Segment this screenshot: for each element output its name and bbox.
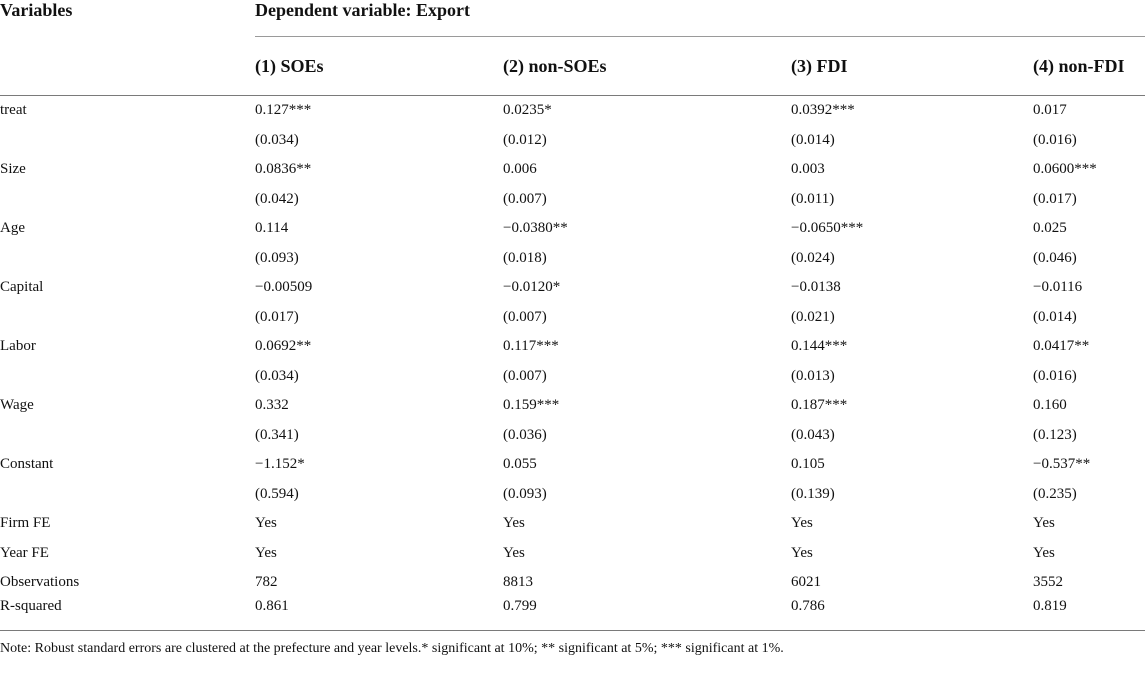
- table-cell: Yes: [503, 515, 525, 532]
- table-row: [0, 244, 1145, 274]
- table-cell: (0.007): [503, 308, 547, 325]
- table-cell: (0.042): [255, 190, 299, 207]
- table-cell: (0.093): [255, 249, 299, 266]
- table-cell: 0.0392***: [791, 102, 855, 119]
- table-cell: 0.025: [1033, 220, 1067, 237]
- table-cell: (0.014): [1033, 308, 1077, 325]
- table-cell: (0.007): [503, 367, 547, 384]
- table-cell: 0.003: [791, 161, 825, 178]
- table-body: [0, 96, 1145, 630]
- table-cell: 782: [255, 574, 278, 591]
- table-cell: (0.034): [255, 367, 299, 384]
- table-cell: 0.786: [791, 598, 1033, 631]
- table-row: [0, 362, 1145, 392]
- table-cell: −0.0120*: [503, 279, 561, 296]
- table-cell: 0.0600***: [1033, 161, 1097, 178]
- table-row: [0, 568, 1145, 598]
- table-cell: (0.018): [503, 249, 547, 266]
- row-label: [0, 421, 255, 451]
- table-row: [0, 273, 1145, 303]
- table-cell: (0.007): [503, 190, 547, 207]
- table-cell: −1.152*: [255, 456, 305, 473]
- column-header-fdi: (3) FDI: [791, 55, 848, 76]
- table-cell: 0.144***: [791, 338, 848, 355]
- empty-header-cell: [0, 37, 255, 96]
- table-cell: 0.799: [503, 598, 791, 631]
- table-cell: 0.0417**: [1033, 338, 1090, 355]
- table-row: [0, 96, 1145, 126]
- table-cell: 0.117***: [503, 338, 559, 355]
- table-cell: 0.006: [503, 161, 537, 178]
- table-cell: Yes: [1033, 544, 1055, 561]
- table-cell: (0.594): [255, 485, 299, 502]
- table-row: [0, 155, 1145, 185]
- table-cell: (0.017): [1033, 190, 1077, 207]
- table-cell: (0.341): [255, 426, 299, 443]
- table-cell: −0.0380**: [503, 220, 568, 237]
- table-row: [0, 126, 1145, 156]
- table-cell: 0.127***: [255, 102, 312, 119]
- table-cell: Yes: [1033, 515, 1055, 532]
- table-cell: 0.0692**: [255, 338, 312, 355]
- table-cell: 0.114: [255, 220, 289, 237]
- table-note: Note: Robust standard errors are clustered at the prefecture and year levels.* significant at 10%; ** significant at 5%; *** significant at 1%.: [0, 640, 784, 656]
- table-row: [0, 303, 1145, 333]
- row-label: treat: [0, 102, 27, 119]
- row-label: [0, 362, 255, 392]
- table-cell: 0.819: [1033, 598, 1145, 631]
- row-label: Size: [0, 161, 26, 178]
- table-row: [0, 598, 1145, 631]
- row-label: Capital: [0, 279, 44, 296]
- table-cell: 0.861: [255, 598, 503, 631]
- column-header-soes: (1) SOEs: [255, 55, 324, 76]
- table-cell: 6021: [791, 574, 821, 591]
- row-label: [0, 126, 255, 156]
- table-row: [0, 480, 1145, 510]
- table-cell: (0.014): [791, 131, 835, 148]
- table-cell: −0.0650***: [791, 220, 864, 237]
- row-label: [0, 244, 255, 274]
- table-row: [0, 450, 1145, 480]
- row-label: Observations: [0, 574, 80, 591]
- row-label: Firm FE: [0, 515, 51, 532]
- table-cell: (0.024): [791, 249, 835, 266]
- table-cell: −0.0138: [791, 279, 841, 296]
- table-cell: (0.013): [791, 367, 835, 384]
- table-row: [0, 332, 1145, 362]
- table-cell: (0.011): [791, 190, 835, 207]
- table-cell: 0.187***: [791, 397, 848, 414]
- table-cell: (0.016): [1033, 131, 1077, 148]
- table-cell: Yes: [255, 544, 277, 561]
- column-header-non-fdi: (4) non-FDI: [1033, 55, 1125, 76]
- table-cell: (0.021): [791, 308, 835, 325]
- table-cell: −0.537**: [1033, 456, 1091, 473]
- dependent-variable-header: Dependent variable: Export: [255, 0, 1145, 37]
- table-cell: 0.0836**: [255, 161, 312, 178]
- table-cell: (0.016): [1033, 367, 1077, 384]
- table-row: [0, 421, 1145, 451]
- table-cell: −0.00509: [255, 279, 313, 296]
- table-cell: 3552: [1033, 574, 1063, 591]
- table-cell: 0.160: [1033, 397, 1067, 414]
- row-label: Age: [0, 220, 25, 237]
- variables-header: Variables: [0, 0, 73, 20]
- table-cell: (0.139): [791, 485, 835, 502]
- table-row: [0, 391, 1145, 421]
- table-cell: (0.036): [503, 426, 547, 443]
- column-header-non-soes: (2) non-SOEs: [503, 55, 607, 76]
- table-header-row-2: [0, 37, 1145, 96]
- table-cell: 0.055: [503, 456, 537, 473]
- table-row: [0, 509, 1145, 539]
- table-cell: Yes: [503, 544, 525, 561]
- row-label: Year FE: [0, 544, 49, 561]
- row-label: Wage: [0, 397, 34, 414]
- table-cell: (0.235): [1033, 485, 1077, 502]
- table-cell: 0.0235*: [503, 102, 552, 119]
- row-label: R-squared: [0, 598, 255, 631]
- table-cell: 0.017: [1033, 102, 1067, 119]
- table-cell: 0.105: [791, 456, 825, 473]
- row-label: [0, 185, 255, 215]
- table-cell: (0.012): [503, 131, 547, 148]
- table-cell: (0.034): [255, 131, 299, 148]
- table-cell: 0.159***: [503, 397, 560, 414]
- table-cell: Yes: [791, 544, 813, 561]
- table-cell: Yes: [255, 515, 277, 532]
- row-label: [0, 303, 255, 333]
- table-cell: −0.0116: [1033, 279, 1083, 296]
- table-row: [0, 214, 1145, 244]
- table-cell: (0.093): [503, 485, 547, 502]
- row-label: Constant: [0, 456, 54, 473]
- table-cell: 0.332: [255, 397, 289, 414]
- table-cell: (0.046): [1033, 249, 1077, 266]
- table-cell: (0.017): [255, 308, 299, 325]
- table-row: [0, 539, 1145, 569]
- table-cell: 8813: [503, 574, 533, 591]
- table-cell: (0.043): [791, 426, 835, 443]
- table-row: [0, 185, 1145, 215]
- row-label: Labor: [0, 338, 36, 355]
- row-label: [0, 480, 255, 510]
- table-cell: (0.123): [1033, 426, 1077, 443]
- table-header-row-1: [0, 0, 1145, 37]
- table-cell: Yes: [791, 515, 813, 532]
